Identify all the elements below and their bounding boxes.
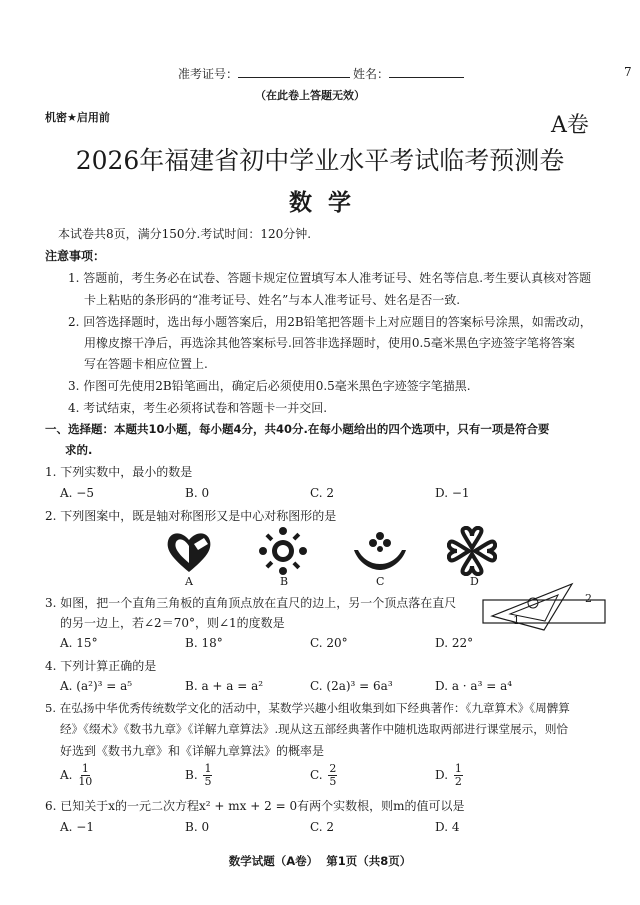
q5-option-d-letter: D. xyxy=(435,768,449,782)
q1-option-a: A. −5 xyxy=(60,486,94,500)
confidential-mark: 机密★启用前 xyxy=(45,111,110,124)
q2-figure-b xyxy=(258,526,308,576)
question-1-stem: 1. 下列实数中，最小的数是 xyxy=(45,465,193,479)
note-line-7: 4. 考试结束，考生必须将试卷和答题卡一并交回. xyxy=(68,401,328,415)
question-4-stem: 4. 下列计算正确的是 xyxy=(45,659,157,673)
q5-option-b-fraction xyxy=(203,763,212,788)
notes-title: 注意事项： xyxy=(45,249,106,263)
name-label: 姓名： xyxy=(353,67,390,81)
q2-figure-a xyxy=(164,528,214,574)
q3-angle-1-label: 1 xyxy=(513,614,520,627)
q5-option-d xyxy=(435,763,463,788)
question-5-line-3: 好选到《数书九章》和《详解九章算法》的概率是 xyxy=(60,744,325,758)
q3-option-a: A. 15° xyxy=(60,636,98,650)
name-field xyxy=(353,65,464,82)
q2-label-d: D xyxy=(470,575,479,588)
invalid-note: （在此卷上答题无效） xyxy=(255,89,365,102)
q5-option-d-fraction xyxy=(454,763,463,788)
q4-option-d: D. a · a³ = a⁴ xyxy=(435,679,513,693)
q1-option-d: D. −1 xyxy=(435,486,470,500)
q2-figure-c xyxy=(352,528,408,574)
question-5-line-1: 5. 在弘扬中华优秀传统数学文化的活动中，某数学兴趣小组收集到如下经典著作：《九章算术》《周髀算 xyxy=(45,701,570,715)
question-6-stem: 6. 已知关于x的一元二次方程x² + mx + 2 = 0有两个实数根，则m的值可以是 xyxy=(45,799,465,813)
q5-option-a-numerator: 1 xyxy=(81,762,89,775)
question-3-line-1: 3. 如图，把一个直角三角板的直角顶点放在直尺的边上，另一个顶点落在直尺 xyxy=(45,596,457,610)
q5-option-c-denominator: 5 xyxy=(329,775,337,788)
exam-id-underline xyxy=(238,65,350,78)
section-heading-line-1: 一、选择题：本题共10小题，每小题4分，共40分.在每小题给出的四个选项中，只有一项是符合要 xyxy=(45,422,550,436)
q2-label-c: C xyxy=(376,575,385,588)
q5-option-c xyxy=(310,763,337,788)
exam-id-label: 准考证号： xyxy=(178,67,239,81)
q3-option-d: D. 22° xyxy=(435,636,474,650)
corner-mark: 7 xyxy=(624,65,632,79)
q1-option-c: C. 2 xyxy=(310,486,335,500)
note-line-5: 写在答题卡相应位置上. xyxy=(84,357,208,371)
subject-title: 数 学 xyxy=(288,189,351,216)
q5-option-c-fraction xyxy=(328,763,337,788)
q2-figure-d xyxy=(447,526,497,576)
question-5-line-2: 经》《缀术》《数书九章》《详解九章算法》.现从这五部经典著作中随机选取两部进行课堂展示，则恰 xyxy=(60,722,569,736)
note-line-2: 卡上粘贴的条形码的“准考证号、姓名”与本人准考证号、姓名是否一致. xyxy=(84,293,461,307)
q2-label-b: B xyxy=(280,575,289,588)
section-heading-line-2: 求的. xyxy=(65,443,93,457)
q3-angle-2-label: 2 xyxy=(585,592,592,605)
q3-ruler-triangle-figure xyxy=(482,578,607,634)
q1-option-b: B. 0 xyxy=(185,486,210,500)
q5-option-c-letter: C. xyxy=(310,768,323,782)
q5-option-a-denominator: 10 xyxy=(78,775,93,788)
q5-option-a xyxy=(60,763,92,788)
q6-option-c: C. 2 xyxy=(310,820,335,834)
page-title: 2026年福建省初中学业水平考试临考预测卷 xyxy=(75,146,565,175)
q2-label-a: A xyxy=(185,575,193,588)
q4-option-b: B. a + a = a² xyxy=(185,679,264,693)
q4-option-c: C. (2a)³ = 6a³ xyxy=(310,679,393,693)
q3-option-c: C. 20° xyxy=(310,636,348,650)
note-line-1: 1. 答题前，考生务必在试卷、答题卡规定位置填写本人准考证号、姓名等信息.考生要认真核对答题 xyxy=(68,271,592,285)
q5-option-d-numerator: 1 xyxy=(454,762,462,775)
q5-option-a-letter: A. xyxy=(60,768,73,782)
exam-id-field xyxy=(178,65,350,82)
q5-option-d-denominator: 2 xyxy=(454,775,462,788)
q4-option-a: A. (a²)³ = a⁵ xyxy=(60,679,133,693)
note-line-6: 3. 作图可先使用2B铅笔画出，确定后必须使用0.5毫米黑色字迹签字笔描黑. xyxy=(68,379,471,393)
q6-option-a: A. −1 xyxy=(60,820,94,834)
q3-option-b: B. 18° xyxy=(185,636,223,650)
question-2-stem: 2. 下列图案中，既是轴对称图形又是中心对称图形的是 xyxy=(45,509,337,523)
note-line-3: 2. 回答选择题时，选出每小题答案后，用2B铅笔把答题卡上对应题目的答案标号涂黑，如需改动， xyxy=(68,315,592,329)
q5-option-b-letter: B. xyxy=(185,768,198,782)
q5-option-b-denominator: 5 xyxy=(204,775,212,788)
intro-text: 本试卷共8页，满分150分.考试时间：120分钟. xyxy=(58,227,312,241)
page-footer: 数学试题（A卷） 第1页（共8页） xyxy=(228,854,412,868)
q5-option-c-numerator: 2 xyxy=(329,762,337,775)
q6-option-b: B. 0 xyxy=(185,820,210,834)
name-underline xyxy=(389,65,464,78)
question-3-line-2: 的另一边上，若∠2＝70°，则∠1的度数是 xyxy=(60,616,285,630)
q5-option-b xyxy=(185,763,212,788)
q5-option-a-fraction xyxy=(78,763,92,788)
q5-option-b-numerator: 1 xyxy=(204,762,212,775)
q6-option-d: D. 4 xyxy=(435,820,460,834)
paper-version: A卷 xyxy=(551,113,589,138)
note-line-4: 用橡皮擦干净后，再选涂其他答案标号.回答非选择题时，使用0.5毫米黑色字迹签字笔将答案 xyxy=(84,336,575,350)
